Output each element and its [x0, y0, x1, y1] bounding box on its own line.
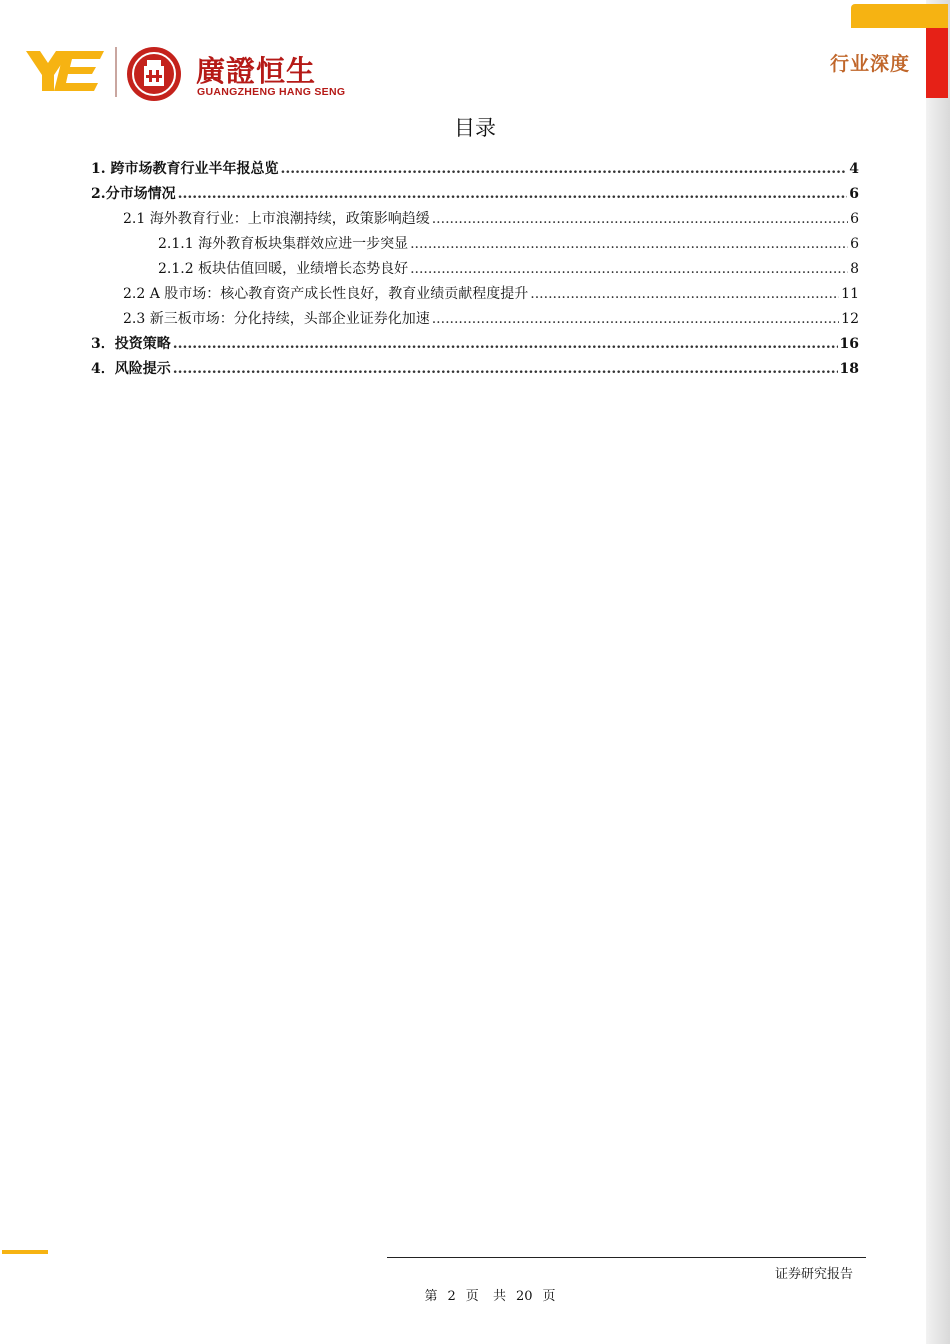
toc-leader-dots: [173, 332, 838, 357]
toc-entry-page: 4: [849, 161, 859, 177]
toc-entry-page: 16: [839, 336, 859, 352]
toc-entry-label: 2.3 新三板市场：分化持续，头部企业证券化加速: [123, 311, 430, 327]
table-of-contents: [91, 157, 859, 382]
toc-leader-dots: [281, 157, 848, 182]
toc-entry-label: 2.分市场情况: [91, 186, 176, 202]
brand-name-en: GUANGZHENG HANG SENG: [197, 86, 346, 98]
toc-entry-label: 2.1.1 海外教育板块集群效应进一步突显: [158, 236, 409, 252]
toc-entry[interactable]: [91, 282, 859, 307]
logo-separator: [115, 47, 117, 97]
side-red-bar: [926, 28, 948, 98]
toc-entry-page: 6: [849, 186, 859, 202]
toc-entry[interactable]: [91, 307, 859, 332]
toc-leader-dots: [432, 207, 848, 232]
ye-logo-icon: [26, 49, 104, 93]
report-type-label: 行业深度: [830, 53, 911, 75]
footer-gold-mark: [2, 1250, 48, 1254]
toc-leader-dots: [530, 282, 839, 307]
toc-entry-page: 8: [850, 261, 859, 277]
toc-entry-label: 2.1 海外教育行业：上市浪潮持续，政策影响趋缓: [123, 211, 430, 227]
toc-entry[interactable]: [91, 357, 859, 382]
page-prefix: 第: [424, 1289, 438, 1304]
toc-entry[interactable]: [91, 232, 859, 257]
toc-title: 目录: [454, 116, 496, 140]
toc-entry-label: 3．投资策略: [91, 336, 171, 352]
toc-entry-page: 18: [839, 361, 859, 377]
toc-entry-label: 1. 跨市场教育行业半年报总览: [91, 161, 279, 177]
footer-page-number: [0, 1285, 950, 1304]
toc-entry-page: 11: [841, 286, 859, 302]
toc-entry-label: 2.1.2 板块估值回暖，业绩增长态势良好: [158, 261, 409, 277]
toc-leader-dots: [410, 257, 848, 282]
toc-leader-dots: [173, 357, 838, 382]
toc-entry-label: 4．风险提示: [91, 361, 171, 377]
toc-entry[interactable]: [91, 257, 859, 282]
footer-rule: [387, 1257, 866, 1258]
toc-entry-page: 6: [850, 211, 859, 227]
toc-entry[interactable]: [91, 207, 859, 232]
toc-entry[interactable]: [91, 182, 859, 207]
toc-entry[interactable]: [91, 157, 859, 182]
page-mid: 页: [465, 1289, 479, 1304]
brand-name-cn: 廣證恒生: [196, 54, 317, 88]
footer-report-label: 证券研究报告: [775, 1267, 854, 1282]
toc-entry[interactable]: [91, 332, 859, 357]
page-suffix: 页: [542, 1289, 556, 1304]
toc-entry-page: 6: [850, 236, 859, 252]
toc-entry-label: 2.2 A 股市场：核心教育资产成长性良好，教育业绩贡献程度提升: [123, 286, 529, 302]
top-gold-cap: [926, 4, 948, 28]
side-gray-bar: [926, 0, 950, 1344]
toc-entry-page: 12: [841, 311, 859, 327]
hang-seng-seal-icon: [126, 46, 182, 102]
toc-leader-dots: [432, 307, 839, 332]
toc-leader-dots: [410, 232, 848, 257]
page-current: 2: [447, 1289, 456, 1304]
page-total-prefix: 共: [492, 1289, 506, 1304]
toc-leader-dots: [178, 182, 848, 207]
page-total: 20: [515, 1289, 533, 1304]
top-gold-bar: [851, 4, 926, 28]
